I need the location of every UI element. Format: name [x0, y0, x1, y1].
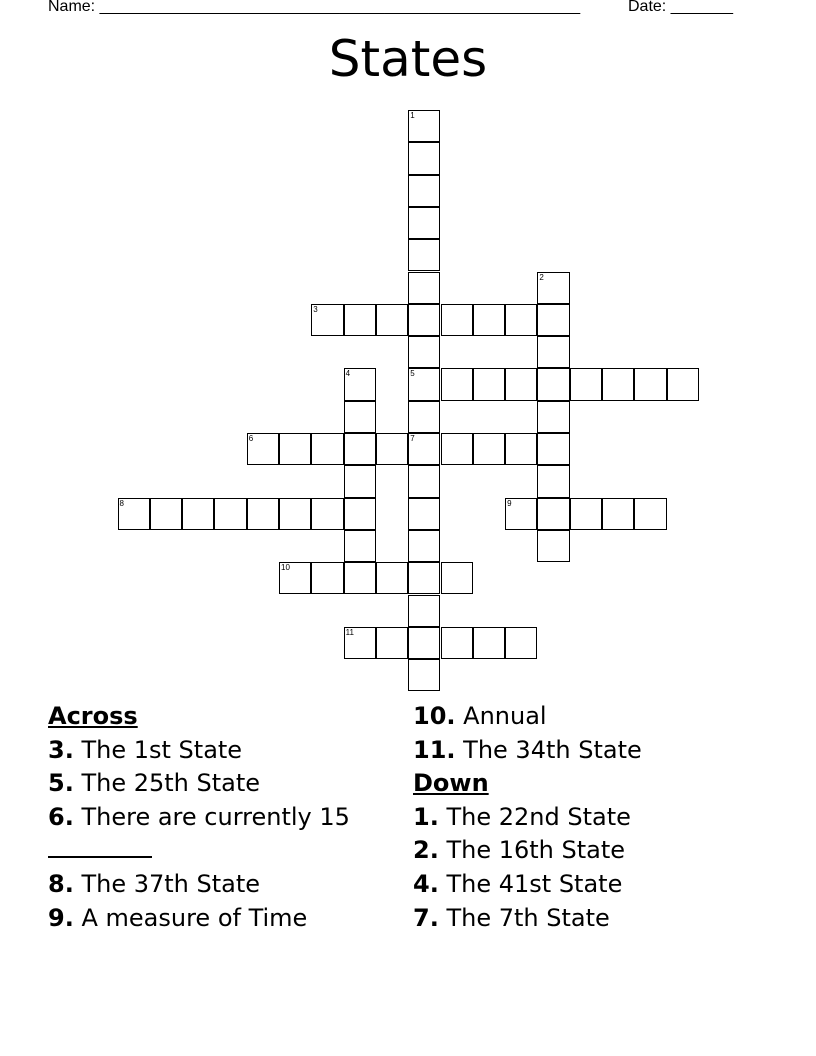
crossword-cell[interactable]	[408, 272, 440, 304]
crossword-cell[interactable]	[408, 465, 440, 497]
cell-number: 9	[507, 498, 512, 508]
crossword-cell[interactable]	[408, 175, 440, 207]
crossword-cell[interactable]	[408, 239, 440, 271]
cell-number: 4	[345, 369, 351, 379]
crossword-cell[interactable]	[408, 530, 440, 562]
crossword-cell[interactable]	[473, 304, 505, 336]
crossword-cell[interactable]	[311, 304, 343, 336]
clue-across-9	[48, 902, 393, 936]
clue-text: The 25th State	[81, 769, 261, 798]
crossword-cell[interactable]	[279, 498, 311, 530]
cell-number: 2	[539, 272, 544, 282]
clue-number: 3.	[48, 735, 74, 764]
crossword-cell[interactable]	[344, 368, 376, 400]
crossword-cell[interactable]	[344, 465, 376, 497]
clue-across-8	[48, 868, 393, 902]
clue-number: 1.	[413, 802, 439, 831]
crossword-cell[interactable]	[537, 433, 569, 465]
crossword-cell[interactable]	[376, 433, 408, 465]
clue-text: The 34th State	[463, 735, 642, 764]
clue-text: A measure of Time	[81, 903, 308, 932]
crossword-cell[interactable]	[408, 627, 440, 659]
date-field-label: Date: _______	[628, 0, 733, 15]
cell-number: 10	[281, 563, 290, 573]
clue-text: The 16th State	[446, 836, 626, 865]
clue-down-1	[413, 801, 773, 835]
crossword-cell[interactable]	[602, 498, 634, 530]
crossword-cell[interactable]	[570, 368, 602, 400]
cell-number: 5	[410, 369, 415, 379]
crossword-cell[interactable]	[408, 304, 440, 336]
crossword-cell[interactable]	[408, 498, 440, 530]
cell-number: 6	[248, 434, 254, 443]
clue-number: 7.	[413, 903, 439, 932]
crossword-cell[interactable]	[247, 498, 279, 530]
crossword-cell[interactable]	[408, 562, 440, 594]
crossword-cell[interactable]	[376, 304, 408, 336]
crossword-cell[interactable]	[182, 498, 214, 530]
crossword-cell[interactable]	[537, 336, 569, 368]
crossword-cell[interactable]	[537, 401, 569, 433]
clue-across-3	[48, 734, 393, 768]
clue-text: Annual	[463, 702, 547, 730]
crossword-cell[interactable]	[505, 627, 537, 659]
cell-number: 1	[410, 111, 415, 120]
crossword-cell[interactable]	[311, 562, 343, 594]
clue-number: 6.	[48, 802, 74, 831]
crossword-cell[interactable]	[408, 336, 440, 368]
clue-text: The 1st State	[81, 735, 243, 764]
clue-number: 10.	[413, 702, 456, 730]
crossword-cell[interactable]	[247, 433, 279, 465]
crossword-cell[interactable]	[214, 498, 246, 530]
cell-number: 8	[119, 498, 124, 508]
clue-down-7	[413, 902, 773, 936]
crossword-cell[interactable]	[408, 142, 440, 174]
crossword-cell[interactable]	[408, 595, 440, 627]
clue-down-4	[413, 868, 773, 902]
clue-text: There are currently 15	[81, 802, 350, 831]
crossword-cell[interactable]	[408, 659, 440, 691]
clue-number: 5.	[48, 769, 74, 798]
crossword-cell[interactable]	[441, 368, 473, 400]
crossword-cell[interactable]	[311, 433, 343, 465]
crossword-cell[interactable]	[537, 498, 569, 530]
crossword-cell[interactable]	[118, 498, 150, 530]
crossword-cell[interactable]	[505, 304, 537, 336]
crossword-cell[interactable]	[344, 627, 376, 659]
crossword-cell[interactable]	[667, 368, 699, 400]
crossword-cell[interactable]	[473, 368, 505, 400]
crossword-cell[interactable]	[537, 272, 569, 304]
crossword-cell[interactable]	[311, 498, 343, 530]
clue-across-5	[48, 767, 393, 801]
crossword-cell[interactable]	[537, 530, 569, 562]
crossword-cell[interactable]	[279, 562, 311, 594]
crossword-cell[interactable]	[441, 562, 473, 594]
crossword-cell[interactable]	[441, 627, 473, 659]
clue-number: 4.	[413, 869, 439, 898]
crossword-cell[interactable]	[505, 433, 537, 465]
crossword-cell[interactable]	[634, 498, 666, 530]
crossword-cell[interactable]	[376, 562, 408, 594]
across-heading: Across	[48, 702, 138, 730]
down-heading: Down	[413, 769, 489, 798]
crossword-cell[interactable]	[570, 498, 602, 530]
crossword-cell[interactable]	[408, 368, 440, 400]
clue-text: The 41st State	[446, 869, 623, 898]
crossword-cell[interactable]	[376, 627, 408, 659]
clue-text: The 22nd State	[446, 802, 631, 831]
crossword-cell[interactable]	[537, 304, 569, 336]
clue-across-11	[413, 734, 773, 768]
crossword-cell[interactable]	[408, 401, 440, 433]
cell-number: 3	[313, 304, 318, 314]
clues-right-column	[413, 700, 773, 935]
crossword-cell[interactable]	[408, 433, 440, 465]
clue-down-2	[413, 834, 773, 868]
clue-text: The 7th State	[446, 903, 610, 932]
crossword-cell[interactable]	[537, 465, 569, 497]
crossword-cell[interactable]	[279, 433, 311, 465]
crossword-cell[interactable]	[344, 530, 376, 562]
crossword-cell[interactable]	[344, 498, 376, 530]
crossword-cell[interactable]	[602, 368, 634, 400]
clue-across-10	[413, 700, 773, 734]
crossword-cell[interactable]	[344, 304, 376, 336]
clue-number: 9.	[48, 903, 74, 932]
crossword-cell[interactable]	[441, 304, 473, 336]
crossword-cell[interactable]	[344, 401, 376, 433]
cell-number: 11	[345, 627, 354, 637]
crossword-cell[interactable]	[537, 368, 569, 400]
clue-across-6	[48, 801, 393, 868]
crossword-cell[interactable]	[473, 627, 505, 659]
clue-number: 2.	[413, 836, 439, 865]
crossword-cell[interactable]	[150, 498, 182, 530]
crossword-cell[interactable]	[408, 110, 440, 142]
clue-number: 11.	[413, 735, 456, 764]
page-title: States	[328, 30, 488, 88]
clue-number: 8.	[48, 869, 74, 898]
clue-text: The 37th State	[81, 869, 261, 898]
cell-number: 7	[410, 434, 415, 443]
answer-blank-line	[48, 838, 152, 858]
crossword-cell[interactable]	[408, 207, 440, 239]
crossword-cell[interactable]	[344, 433, 376, 465]
crossword-cell[interactable]	[344, 562, 376, 594]
crossword-cell[interactable]	[473, 433, 505, 465]
crossword-cell[interactable]	[505, 498, 537, 530]
crossword-cell[interactable]	[505, 368, 537, 400]
crossword-cell[interactable]	[634, 368, 666, 400]
crossword-cell[interactable]	[441, 433, 473, 465]
clues-left-column	[48, 700, 393, 935]
name-field-label: Name: ______________________________________________________	[48, 0, 581, 15]
